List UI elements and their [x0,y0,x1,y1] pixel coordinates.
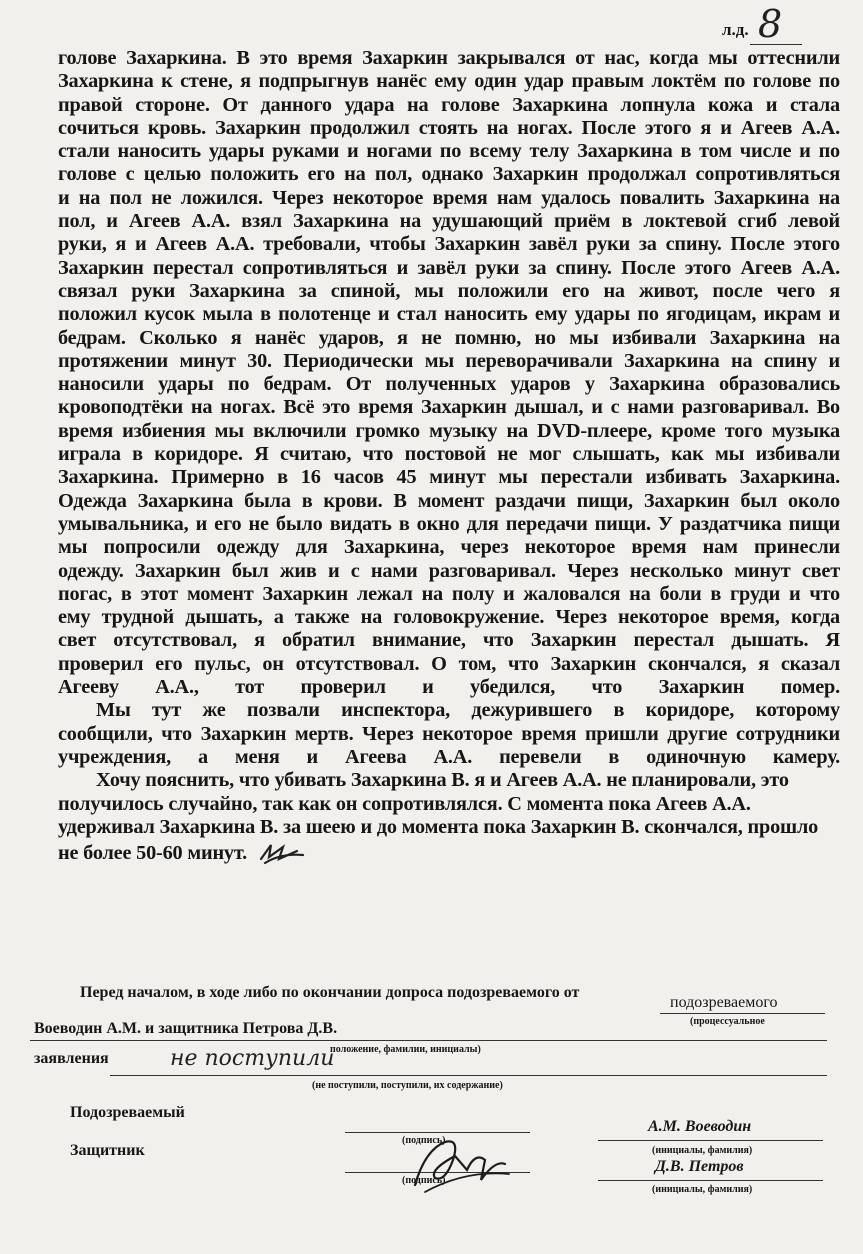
line: погас, в этот момент Захаркин лежал на полу и жаловался на боли в груди и что [58,582,840,605]
line: время избиения мы включили громко музыку на DVD-плеере, кроме того музыка [58,419,840,442]
line: связал руки Захаркина за спиной, мы положили его на живот, после чего я [58,279,840,302]
line: ему трудной дышать, а также на головокружение. Через некоторое время, когда [58,606,840,629]
line: Захаркин перестал сопротивляться и завёл руки за спину. После этого Агеев А.А. [58,256,840,279]
suspect-signature-caption: (подпись) [402,1135,446,1146]
line: Мы тут же позвали инспектора, дежурившего в коридоре, которому [96,699,840,722]
line: бедрам. Сколько я нанёс ударов, я не помню, но мы избивали Захаркина на [58,326,840,349]
statements-underline [110,1075,827,1076]
line: пол, и Агеев А.А. взял Захаркина на удушающий приём в локтевой сгиб левой [58,210,840,233]
suspect-name: А.М. Воеводин [648,1118,752,1135]
defender-name-line [598,1180,823,1181]
line: сочиться кровь. Захаркин продолжил стоять на ногах. После этого я и Агеев А.А. [58,116,840,139]
status-caption: (процессуальное [690,1016,765,1027]
status-value: подозреваемого [670,994,778,1011]
status-underline [660,1013,825,1014]
line: правой стороне. От данного удара на голове Захаркина лопнула кожа и стала [58,93,840,116]
line: одежду. Захаркин был жив и с нами разговаривал. Через несколько минут свет [58,559,840,582]
line: проверил его пульс, он отсутствовал. О том, что Захаркин скончался, я сказал [58,652,840,675]
line: Захаркина к стене, я подпрыгнув нанёс ему один удар правым локтём по голове по [58,70,840,93]
statement-lead: Перед началом, в ходе либо по окончании допроса подозреваемого от [80,984,580,1001]
persons-caption: положение, фамилии, инициалы) [330,1044,481,1055]
defender-name: Д.В. Петров [655,1158,744,1175]
sheet-number-value: 8 [758,2,783,46]
line: мы попросили одежду для Захаркина, через некоторое время нам принесли [58,536,840,559]
suspect-name-caption: (инициалы, фамилия) [652,1145,753,1156]
suspect-label: Подозреваемый [70,1104,185,1121]
persons-value: Воеводин А.М. и защитника Петрова Д.В. [34,1020,338,1037]
defender-signature-icon [405,1130,515,1200]
line: удерживал Захаркина В. за шеею и до момента пока Захаркин В. скончался, прошло [58,815,819,838]
defender-name-caption: (инициалы, фамилия) [652,1184,753,1195]
line: Хочу пояснить, что убивать Захаркина В. я и Агеев А.А. не планировали, это [96,769,789,792]
line: Одежда Захаркина была в крови. В момент раздачи пищи, Захаркин был около [58,489,840,512]
statements-value: не поступили [170,1046,335,1071]
statements-label: заявления [34,1050,109,1067]
statements-caption: (не поступили, поступили, их содержание) [312,1080,503,1091]
line: стали наносить удары руками и ногами по всему телу Захаркина в том числе и по [58,140,840,163]
line: и на пол не ложился. Через некоторое время нам удалось повалить Захаркина на [58,186,840,209]
line: свет отсутствовал, я обратил внимание, что Захаркин перестал дышать. Я [58,629,840,652]
defender-label: Защитник [70,1142,145,1159]
persons-underline [30,1040,827,1041]
line: положил кусок мыла в полотенце и стал наносить ему удары по ягодицам, икрам и [58,303,840,326]
line: протяжении минут 30. Периодически мы переворачивали Захаркина на спину и [58,349,840,372]
defender-signature-caption: (подпись) [402,1175,446,1186]
line: умывальника, и его не было видать в окно для передачи пищи. У раздатчика пищи [58,512,840,535]
line: наносили удары по бедрам. От полученных ударов у Захаркина образовались [58,373,840,396]
line: Агееву А.А., тот проверил и убедился, что Захаркин помер. [58,676,840,699]
sheet-number-label: л.д. [722,20,749,39]
line: Захаркина. Примерно в 16 часов 45 минут мы перестали избивать Захаркина. [58,466,840,489]
suspect-name-line [598,1140,823,1141]
line: сообщили, что Захаркин мертв. Через некоторое время пришли другие сотрудники [58,722,840,745]
line: голове Захаркина. В это время Захаркин закрывался от нас, когда мы оттеснили [58,47,840,69]
line: играла в коридоре. Я считаю, что постовой не мог слышать, как мы избивали [58,443,840,466]
line: учреждения, а меня и Агеева А.А. перевели в одиночную камеру. [58,745,840,768]
line: получилось случайно, так как он сопротивлялся. С момента пока Агеев А.А. [58,792,751,815]
line: не более 50-60 минут. [58,842,247,865]
line: руки, я и Агеев А.А. требовали, чтобы Захаркин завёл руки за спину. После этого [58,233,840,256]
line: голове с целью положить его на пол, однако Захаркин продолжал сопротивляться [58,163,840,186]
line: кровоподтёки на ногах. Всё это время Захаркин дышал, и с нами разговаривал. Во [58,396,840,419]
